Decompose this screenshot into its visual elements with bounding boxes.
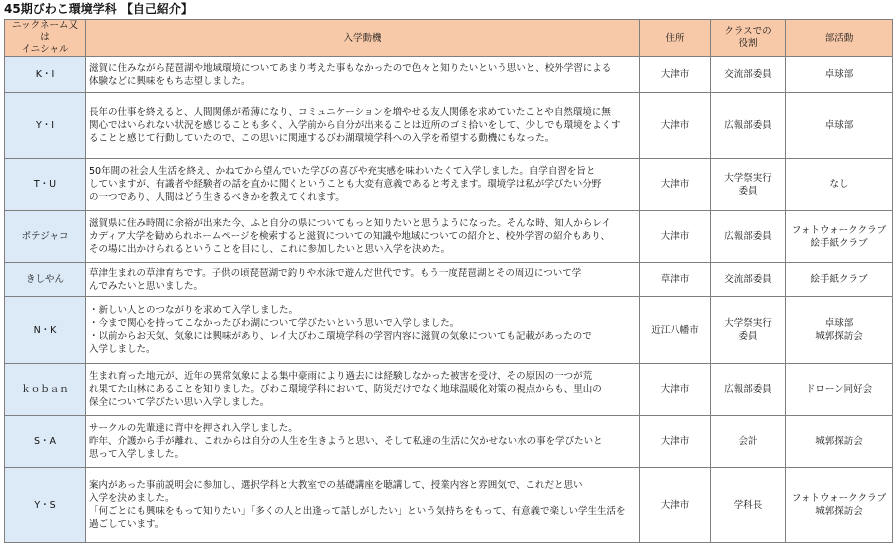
table-row bbox=[5, 468, 893, 543]
nickname-cell: T・U bbox=[5, 159, 86, 211]
header-address: 住所 bbox=[640, 20, 711, 57]
motive-cell: 50年間の社会人生活を終え、かねてから望んでいた学びの喜びや充実感を味わいたくて入学しました。自学自習を旨と していますが、有識者や経験者の話を直かに聞くということも大変有意義であると考えます。環境学は私が学びたい分野 の一つであり、人間はどう生きるべきかを教えてくれます。 bbox=[86, 159, 640, 211]
header-row bbox=[5, 20, 893, 57]
role-cell: 交流部委員 bbox=[711, 57, 786, 93]
table-row bbox=[5, 93, 893, 159]
address-cell: 大津市 bbox=[640, 364, 711, 416]
table-row bbox=[5, 57, 893, 93]
club-cell: 卓球部 bbox=[786, 93, 893, 159]
nickname-cell: きしやん bbox=[5, 263, 86, 297]
table-row bbox=[5, 211, 893, 263]
address-cell: 大津市 bbox=[640, 93, 711, 159]
address-cell: 大津市 bbox=[640, 57, 711, 93]
nickname-cell: ボテジャコ bbox=[5, 211, 86, 263]
motive-cell: 滋賀に住みながら琵琶湖や地域環境についてあまり考えた事もなかったので色々と知りたいという思いと、校外学習による 体験などに興味をもち志望しました。 bbox=[86, 57, 640, 93]
header-club: 部活動 bbox=[786, 20, 893, 57]
self-introduction-table bbox=[4, 19, 893, 543]
club-cell: なし bbox=[786, 159, 893, 211]
nickname-cell: K・I bbox=[5, 57, 86, 93]
nickname-cell: Y・S bbox=[5, 468, 86, 543]
motive-cell: 生まれ育った地元が、近年の異常気象による集中豪雨により過去には経験しなかった被害を受け、その原因の一つが荒 れ果てた山林にあることを知りました。びわこ環境学科において、防災だけでなく地球温暖化対策の視点からも、里山の 保全について学びたい思い入学しました。 bbox=[86, 364, 640, 416]
nickname-cell: N・K bbox=[5, 297, 86, 364]
address-cell: 大津市 bbox=[640, 468, 711, 543]
address-cell: 大津市 bbox=[640, 159, 711, 211]
header-motive: 入学動機 bbox=[86, 20, 640, 57]
motive-cell: 草津生まれの草津育ちです。子供の頃琵琶湖で釣りや水泳で遊んだ世代です。もう一度琵琶湖とその周辺について学 んでみたいと思いました。 bbox=[86, 263, 640, 297]
address-cell: 草津市 bbox=[640, 263, 711, 297]
role-cell: 会計 bbox=[711, 416, 786, 468]
nickname-cell: Y・I bbox=[5, 93, 86, 159]
page-title: 45期びわこ環境学科 【自己紹介】 bbox=[4, 2, 193, 16]
address-cell: 大津市 bbox=[640, 211, 711, 263]
motive-cell: ・新しい人とのつながりを求めて入学しました。 ・今まで関心を持ってこなかったびわ湖について学びたいという思いで入学しました。 ・以前からお天気、気象には興味があり、レイ大びわこ環境学科の学習内容に滋賀の気象についても記載があったので 入学しました。 bbox=[86, 297, 640, 364]
motive-cell: 案内があった事前説明会に参加し、選択学科と大教室での基礎講座を聴講して、授業内容と雰囲気で、これだと思い 入学を決めました。 「何ごとにも興味をもって知りたい」「多くの人と出逢って話しがしたい」という気持ちをもって、有意義で楽しい学生生活を 過ごしています。 bbox=[86, 468, 640, 543]
club-cell: 絵手紙クラブ bbox=[786, 263, 893, 297]
role-cell: 広報部委員 bbox=[711, 364, 786, 416]
table-row bbox=[5, 416, 893, 468]
club-cell: 城郭探訪会 bbox=[786, 416, 893, 468]
table-row bbox=[5, 159, 893, 211]
address-cell: 近江八幡市 bbox=[640, 297, 711, 364]
role-cell: 広報部委員 bbox=[711, 93, 786, 159]
motive-cell: サークルの先輩達に背中を押され入学しました。 昨年、介護から手が離れ、これからは自分の人生を生きようと思い、そして私達の生活に欠かせない水の事を学びたいと 思って入学しました。 bbox=[86, 416, 640, 468]
role-cell: 広報部委員 bbox=[711, 211, 786, 263]
club-cell: フォトウォーククラブ 城郭探訪会 bbox=[786, 468, 893, 543]
role-cell: 大学祭実行 委員 bbox=[711, 159, 786, 211]
header-nickname: ニックネーム又は イニシャル bbox=[5, 20, 86, 57]
club-cell: 卓球部 城郭探訪会 bbox=[786, 297, 893, 364]
role-cell: 学科長 bbox=[711, 468, 786, 543]
nickname-cell: ｋｏｂａｎ bbox=[5, 364, 86, 416]
table-row bbox=[5, 364, 893, 416]
table-row bbox=[5, 297, 893, 364]
club-cell: フォトウォーククラブ 絵手紙クラブ bbox=[786, 211, 893, 263]
nickname-cell: S・A bbox=[5, 416, 86, 468]
motive-cell: 長年の仕事を終えると、人間関係が希薄になり、コミュニケーションを増やせる友人関係を求めていたことや自然環境に無 関心ではいられない状況を感じることも多く、入学前から自分が出来ることは近所のゴミ拾いをして、少しでも環境をよくす ることと感じて行動していたので、この思いに関連するびわ湖環境学科への入学を希望する動機にもなった。 bbox=[86, 93, 640, 159]
address-cell: 大津市 bbox=[640, 416, 711, 468]
role-cell: 大学祭実行 委員 bbox=[711, 297, 786, 364]
header-class-role: クラスでの 役割 bbox=[711, 20, 786, 57]
role-cell: 交流部委員 bbox=[711, 263, 786, 297]
club-cell: ドローン同好会 bbox=[786, 364, 893, 416]
motive-cell: 滋賀県に住み時間に余裕が出来た今、ふと自分の県についてもっと知りたいと思うようになった。そんな時、知人からレイ カディア大学を勧められホームページを検索すると滋賀についての知識や地域についての紹介と、校外学習の紹介もあり、 その場に出かけられるということを目にし、これに参加したいと思い入学を決めた。 bbox=[86, 211, 640, 263]
club-cell: 卓球部 bbox=[786, 57, 893, 93]
table-row bbox=[5, 263, 893, 297]
